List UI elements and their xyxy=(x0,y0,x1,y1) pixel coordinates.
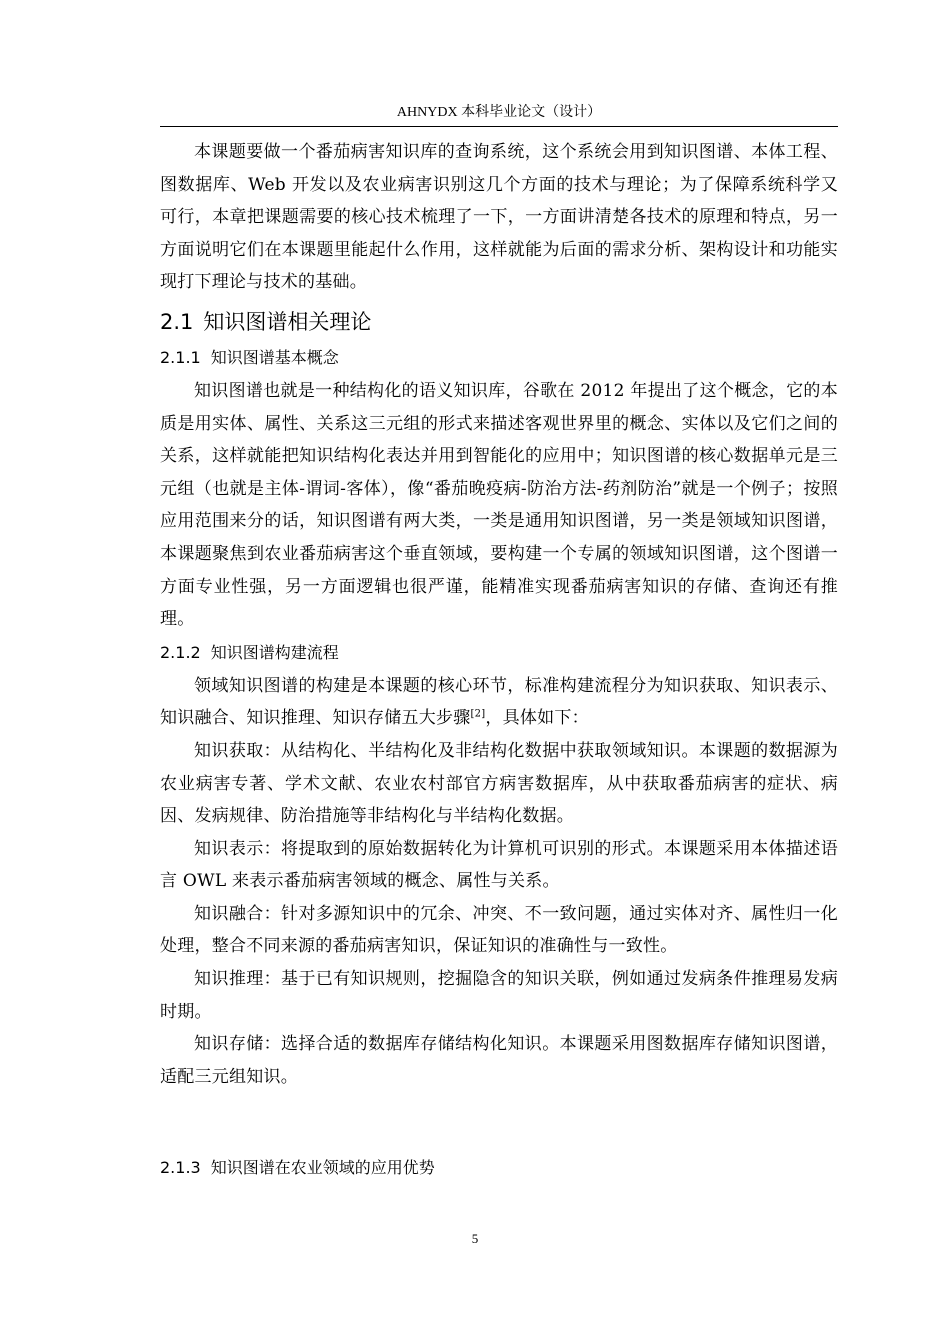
header-rule xyxy=(160,126,838,127)
process-intro-paragraph xyxy=(160,670,838,735)
section-number: 2.1 xyxy=(160,309,194,334)
step-knowledge-fusion: 知识融合：针对多源知识中的冗余、冲突、不一致问题，通过实体对齐、属性归一化处理，整合不同来源的番茄病害知识，保证知识的准确性与一致性。 xyxy=(160,903,838,957)
page-number: 5 xyxy=(471,1231,479,1246)
process-intro-tail: ，具体如下： xyxy=(485,708,589,729)
subsection-title: 知识图谱在农业领域的应用优势 xyxy=(210,1158,435,1178)
subsection-title: 知识图谱基本概念 xyxy=(210,347,339,367)
section-title: 知识图谱相关理论 xyxy=(203,309,372,334)
subsection-heading-2-1-1 xyxy=(160,341,838,375)
subsection-number: 2.1.2 xyxy=(160,642,201,662)
subsection-number: 2.1.3 xyxy=(160,1158,201,1178)
subsection-heading-2-1-3 xyxy=(160,1151,838,1185)
subsection-heading-2-1-2 xyxy=(160,636,838,670)
process-intro-text: 领域知识图谱的构建是本课题的核心环节，标准构建流程分为知识获取、知识表示、知识融合、知识推理、知识存储五大步骤 xyxy=(160,675,838,729)
citation-reference: [2] xyxy=(470,708,486,720)
step-knowledge-storage: 知识存储：选择合适的数据库存储结构化知识。本课题采用图数据库存储知识图谱，适配三元组知识。 xyxy=(160,1034,838,1087)
blank-spacing xyxy=(160,1093,838,1151)
step-knowledge-acquisition: 知识获取：从结构化、半结构化及非结构化数据中获取领域知识。本课题的数据源为农业病害专著、学术文献、农业农村部官方病害数据库，从中获取番茄病害的症状、病因、发病规律、防治措施等非结构化与半结构化数据。 xyxy=(160,740,838,827)
step-knowledge-representation: 知识表示：将提取到的原始数据转化为计算机可识别的形式。本课题采用本体描述语言 OWL 来表示番茄病害领域的概念、属性与关系。 xyxy=(160,838,838,892)
page-body xyxy=(160,136,838,1185)
section-heading-2-1 xyxy=(160,303,838,341)
running-header: AHNYDX 本科毕业论文（设计） xyxy=(396,105,602,120)
concept-paragraph: 知识图谱也就是一种结构化的语义知识库，谷歌在 2012 年提出了这个概念，它的本质是用实体、属性、关系这三元组的形式来描述客观世界里的概念、实体以及它们之间的关系，这样就能把知识结构化表达并用到智能化的应用中；知识图谱的核心数据单元是三元组（也就是主体-谓词-客体），像“番茄晚疫病-防治方法-药剂防治”就是一个例子；按照应用范围来分的话，知识图谱有两大类，一类是通用知识图谱，另一类是领域知识图谱，本课题聚焦到农业番茄病害这个垂直领域，要构建一个专属的领域知识图谱，这个图谱一方面专业性强，另一方面逻辑也很严谨，能精准实现番茄病害知识的存储、查询还有推理。 xyxy=(160,380,838,630)
chapter-intro-paragraph: 本课题要做一个番茄病害知识库的查询系统，这个系统会用到知识图谱、本体工程、图数据库、Web 开发以及农业病害识别这几个方面的技术与理论；为了保障系统科学又可行，本章把课题需要的核心技术梳理了一下，一方面讲清楚各技术的原理和特点，另一方面说明它们在本课题里能起什么作用，这样就能为后面的需求分析、架构设计和功能实现打下理论与技术的基础。 xyxy=(160,142,838,293)
subsection-number: 2.1.1 xyxy=(160,347,201,367)
step-knowledge-reasoning: 知识推理：基于已有知识规则，挖掘隐含的知识关联，例如通过发病条件推理易发病时期。 xyxy=(160,969,838,1022)
subsection-title: 知识图谱构建流程 xyxy=(210,642,339,662)
